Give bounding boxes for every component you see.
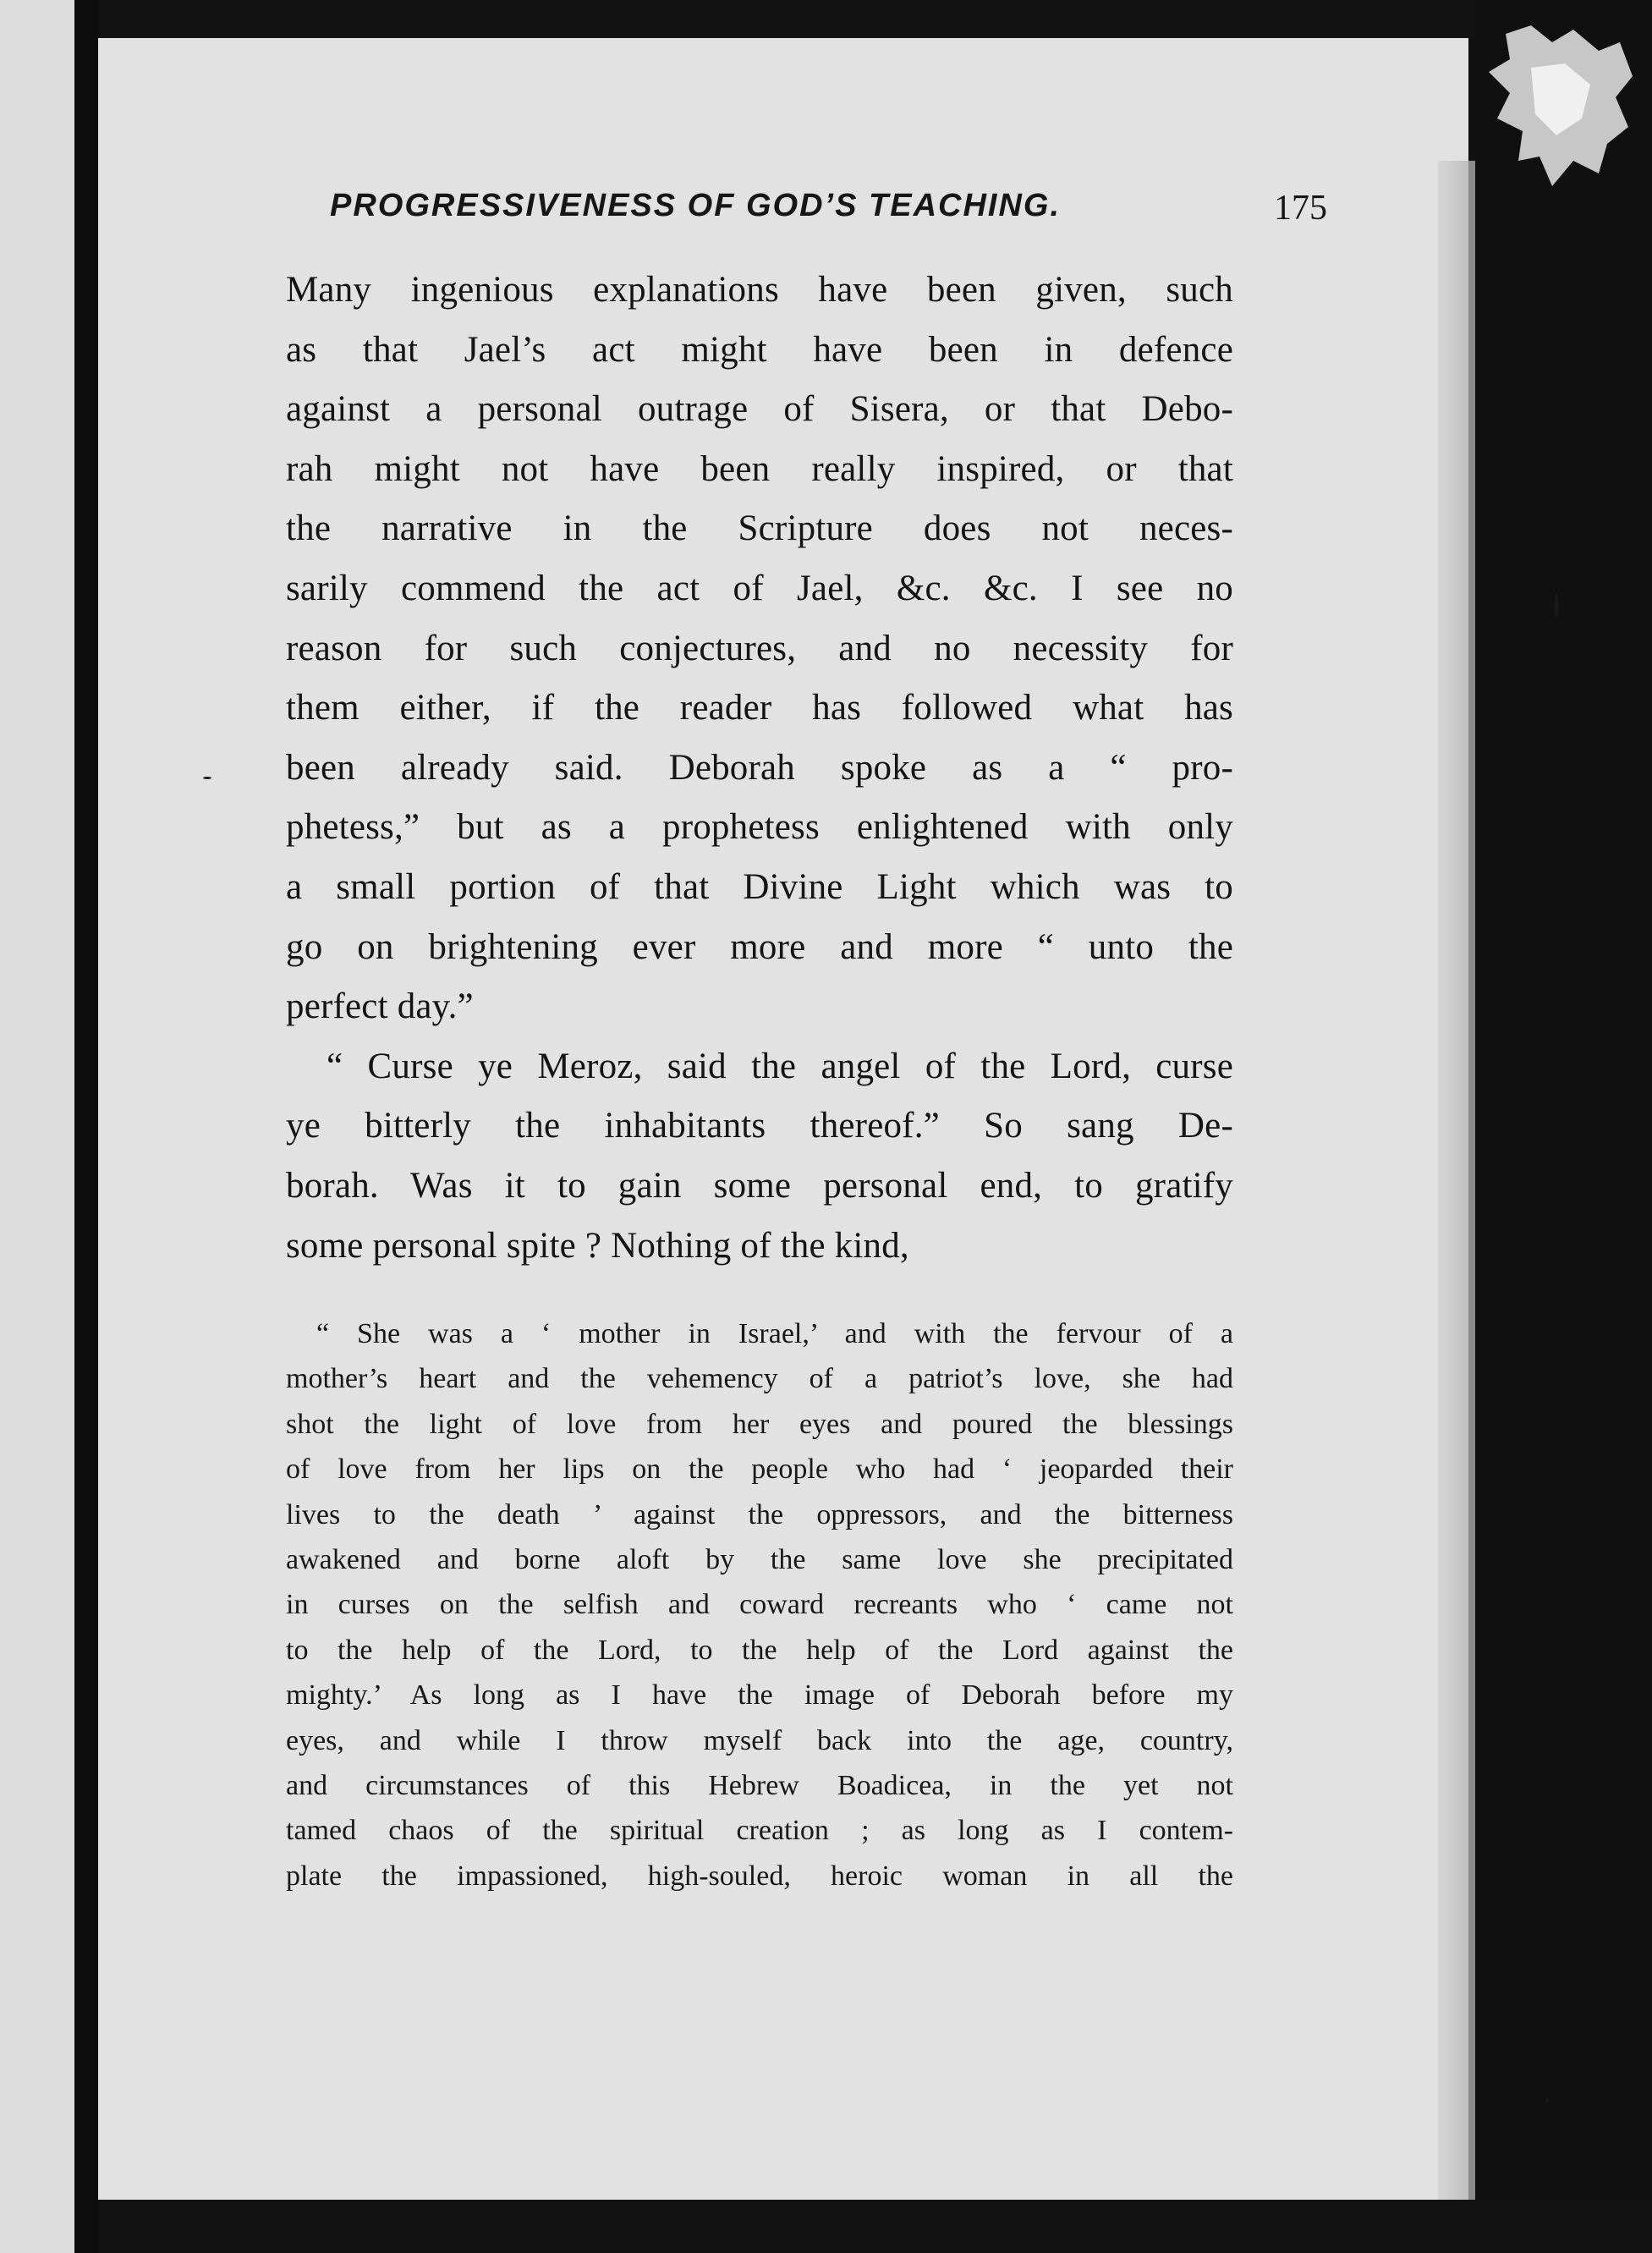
scan-speck: [203, 777, 211, 779]
text-line: the narrative in the Scripture does not neces-: [286, 508, 1233, 549]
text-line: sarily commend the act of Jael, &c. &c. I see no: [286, 568, 1233, 608]
scan-border-right: [1475, 0, 1652, 2253]
footnote-line: tamed chaos of the spiritual creation ; as long as I contem-: [286, 1815, 1233, 1847]
binding-gutter: [74, 0, 98, 2253]
scan-speck: [1545, 2098, 1549, 2103]
footnote-line: awakened and borne aloft by the same love she precipitated: [286, 1543, 1233, 1575]
running-head: PROGRESSIVENESS OF GOD’S TEACHING.: [330, 188, 1062, 223]
footnote-line: to the help of the Lord, to the help of the Lord against the: [286, 1634, 1233, 1666]
footnote: [286, 1311, 1233, 1899]
footnote-line: eyes, and while I throw myself back into the age, country,: [286, 1724, 1233, 1756]
footnote-line: shot the light of love from her eyes and poured the blessings: [286, 1408, 1233, 1440]
text-line: as that Jael’s act might have been in defence: [286, 329, 1233, 370]
footnote-line: “ She was a ‘ mother in Israel,’ and with the fervour of a: [316, 1318, 1233, 1349]
torn-corner-mark: [1472, 17, 1641, 195]
footnote-line: in curses on the selfish and coward recreants who ‘ came not: [286, 1589, 1233, 1621]
text-line: reason for such conjectures, and no necessity for: [286, 628, 1233, 668]
text-line: them either, if the reader has followed what has: [286, 688, 1233, 728]
text-line: phetess,” but as a prophetess enlightened with only: [286, 807, 1233, 848]
text-line: borah. Was it to gain some personal end, to gratify: [286, 1165, 1233, 1206]
footnote-line: plate the impassioned, high-souled, heroic woman in all the: [286, 1860, 1233, 1892]
footnote-line: and circumstances of this Hebrew Boadicea, in the yet not: [286, 1769, 1233, 1801]
text-line: Many ingenious explanations have been given, such: [286, 270, 1233, 310]
text-line: rah might not have been really inspired, or that: [286, 448, 1233, 489]
page-edge-line: [1468, 161, 1475, 2200]
page-number: 175: [1274, 189, 1327, 228]
text-line: some personal spite ? Nothing of the kind,: [286, 1225, 909, 1266]
text-line: ye bitterly the inhabitants thereof.” So sang De-: [286, 1106, 1233, 1146]
text-line: “ Curse ye Meroz, said the angel of the Lord, curse: [327, 1046, 1233, 1086]
page-edge-shadow: [1438, 161, 1472, 2200]
footnote-line: mother’s heart and the vehemency of a patriot’s love, she had: [286, 1363, 1233, 1395]
scan-border-bottom: [98, 2200, 1652, 2253]
text-line: perfect day.”: [286, 986, 474, 1027]
main-text: [286, 261, 1233, 1276]
scan-speck: [1555, 592, 1558, 618]
text-line: a small portion of that Divine Light which was to: [286, 866, 1233, 907]
facing-page-edge: [0, 0, 74, 2253]
text-line: been already said. Deborah spoke as a “ pro-: [286, 747, 1233, 788]
footnote-line: lives to the death ’ against the oppressors, and the bitterness: [286, 1498, 1233, 1530]
footnote-line: of love from her lips on the people who had ‘ jeoparded their: [286, 1453, 1233, 1486]
text-line: go on brightening ever more and more “ unto the: [286, 926, 1233, 967]
scan-border-top: [98, 0, 1652, 38]
footnote-line: mighty.’ As long as I have the image of Deborah before my: [286, 1679, 1233, 1712]
text-line: against a personal outrage of Sisera, or that Debo-: [286, 389, 1233, 430]
